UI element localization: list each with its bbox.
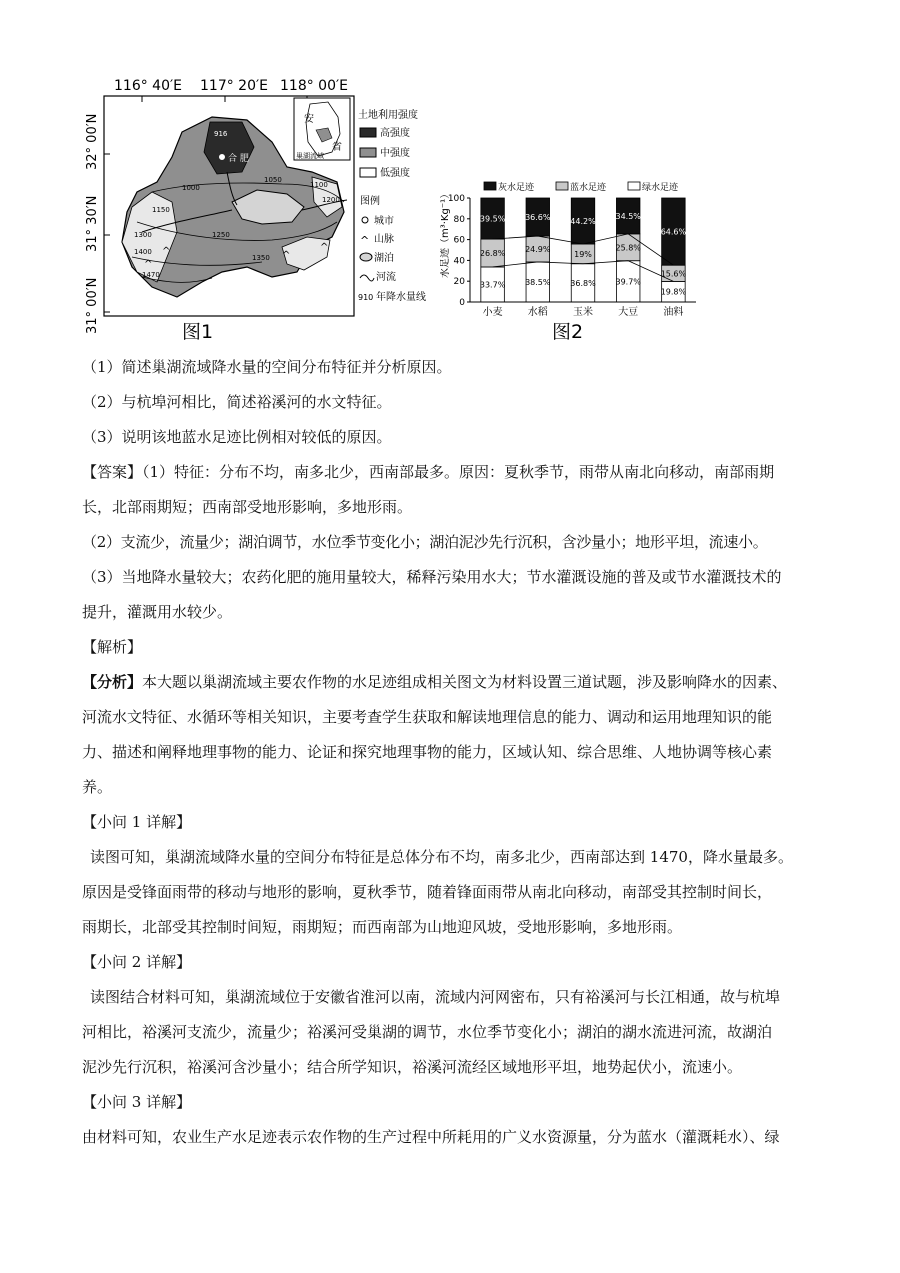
chart-y-axis — [448, 194, 470, 308]
lat-label: 32° 00′N — [85, 113, 100, 170]
data-label: 15.6% — [660, 269, 687, 279]
sub2-line-2: 河相比，裕溪河支流少，流量少；裕溪河受巢湖的调节，水位季节变化小；湖泊的湖水流进河流，故湖泊 — [82, 1023, 773, 1041]
lon-label: 117° 20′E — [200, 78, 269, 94]
lon-label: 118° 00′E — [280, 78, 349, 94]
analysis-heading: 【解析】 — [82, 638, 143, 656]
city-label: 合 肥 — [228, 154, 249, 164]
inset-label: 安 — [304, 114, 314, 125]
isohyet-value: 1200 — [322, 196, 340, 204]
data-label: 36.8% — [570, 278, 596, 288]
isohyet-value: 1400 — [134, 248, 152, 256]
fenxi-line-4: 养。 — [82, 778, 113, 796]
isohyet-value: 1150 — [152, 206, 170, 214]
data-label: 24.9% — [525, 245, 551, 255]
mountain-symbol: ^ — [282, 250, 291, 261]
fenxi-line-3: 力、描述和阐释地理事物的能力、论证和探究地理事物的能力，区域认知、综合思维、人地协调等核心素 — [82, 743, 773, 761]
question-3: （3）说明该地蓝水足迹比例相对较低的原因。 — [82, 428, 392, 446]
question-2: （2）与杭埠河相比，简述裕溪河的水文特征。 — [82, 393, 392, 411]
fenxi-text: 本大题以巢湖流域主要农作物的水足迹组成相关图文为材料设置三道试题，涉及影响降水的因素、 — [142, 673, 788, 691]
isohyet-value: 1350 — [252, 254, 270, 262]
sub1-line-3: 雨期长，北部受其控制时间短，雨期短；而西南部为山地迎风坡，受地形影响，多地形雨。 — [82, 918, 683, 936]
legend-label: 高强度 — [380, 128, 410, 139]
legend-lake-icon — [360, 253, 372, 261]
legend-label: 湖泊 — [374, 253, 394, 264]
sub2-line-3: 泥沙先行沉积，裕溪河含沙量小；结合所学知识，裕溪河流经区域地形平坦，地势起伏小，流速小。 — [82, 1058, 743, 1076]
legend-label: 低强度 — [380, 168, 410, 179]
legend-label: 蓝水足迹 — [570, 183, 607, 193]
sub1-line-2: 原因是受锋面雨带的移动与地形的影响，夏秋季节，随着锋面雨带从南北向移动，南部受其控制时间长， — [82, 883, 773, 901]
legend2-title: 图例 — [360, 196, 380, 207]
x-tick-label: 小麦 — [482, 307, 503, 318]
data-label: 39.5% — [479, 214, 506, 224]
legend-label: 绿水足迹 — [642, 183, 679, 193]
figure1-caption: 图1 — [182, 321, 214, 343]
chart-legend — [484, 181, 679, 193]
y-tick-label: 60 — [453, 235, 465, 246]
data-label: 44.2% — [570, 216, 596, 226]
inset-label: 巢湖流域 — [296, 152, 324, 160]
figure1-map — [82, 72, 442, 344]
legend-swatch — [556, 182, 568, 190]
isohyet-value: 1000 — [182, 184, 200, 192]
isohyet-value: 1100 — [310, 181, 328, 189]
fenxi-line-1 — [82, 665, 842, 700]
isohyet-value: 1470 — [142, 271, 160, 279]
data-label: 38.5% — [525, 277, 551, 287]
y-tick-label: 80 — [453, 214, 465, 225]
sub2-heading: 【小问 2 详解】 — [82, 953, 192, 971]
chart-bars — [480, 198, 687, 302]
fenxi-line-2: 河流水文特征、水循环等相关知识，主要考查学生获取和解读地理信息的能力、调动和运用地理知识的能 — [82, 708, 773, 726]
data-label: 26.8% — [479, 249, 506, 259]
y-tick-label: 20 — [453, 277, 465, 288]
chart-x-axis — [470, 302, 696, 318]
mountain-symbol: ^ — [162, 246, 171, 257]
legend-swatch-high — [360, 128, 376, 137]
figure2-caption: 图2 — [552, 321, 584, 342]
x-tick-label: 大豆 — [618, 307, 639, 318]
city-marker — [220, 155, 225, 160]
figure2-chart — [440, 170, 710, 342]
sub2-line-1: 读图结合材料可知，巢湖流域位于安徽省淮河以南，流域内河网密布，只有裕溪河与长江相通，故与杭埠 — [90, 988, 781, 1006]
legend-swatch-low — [360, 168, 376, 177]
question-1: （1）简述巢湖流域降水量的空间分布特征并分析原因。 — [82, 358, 452, 376]
y-tick-label: 100 — [447, 194, 465, 204]
x-tick-label: 水稻 — [527, 307, 548, 318]
answer-3-line-1: （3）当地降水量较大；农药化肥的施用量较大，稀释污染用水大；节水灌溉设施的普及或节水灌溉技术的 — [82, 568, 782, 586]
chart-y-label: 水足迹（m³·Kg⁻¹） — [440, 188, 451, 278]
data-label: 39.7% — [615, 277, 641, 287]
legend-swatch — [484, 182, 496, 190]
lon-label: 116° 40′E — [114, 78, 183, 94]
mountain-symbol: ^ — [320, 242, 329, 253]
sub1-heading: 【小问 1 详解】 — [82, 813, 192, 831]
answer-2: （2）支流少，流量少；湖泊调节，水位季节变化小；湖泊泥沙先行沉积，含沙量小；地形平坦，流速小。 — [82, 533, 768, 551]
text-body — [82, 350, 842, 1155]
lat-label: 31° 30′N — [85, 195, 100, 252]
legend-label: 城市 — [374, 216, 394, 227]
answer-1-line-1 — [82, 455, 842, 490]
legend-label: 河流 — [376, 272, 396, 283]
fenxi-label: 【分析】 — [82, 673, 143, 691]
inset-label: 省 — [332, 142, 342, 153]
legend-label: 山脉 — [374, 234, 394, 245]
x-tick-label: 油料 — [663, 307, 684, 318]
data-label: 19% — [574, 249, 592, 259]
mountain-symbol: ^ — [144, 259, 153, 270]
legend-swatch — [628, 182, 640, 190]
data-label: 19.8% — [660, 287, 687, 297]
legend-label: 灰水足迹 — [498, 183, 535, 193]
lat-label: 31° 00′N — [85, 277, 100, 334]
legend-swatch-medium — [360, 148, 376, 157]
legend-isohyet-value: 910 — [358, 293, 374, 302]
y-tick-label: 0 — [459, 298, 465, 308]
isohyet-value: 1300 — [134, 231, 152, 239]
answer-3-line-2: 提升，灌溉用水较少。 — [82, 603, 233, 621]
data-label: 34.5% — [615, 211, 641, 221]
sub3-line-1: 由材料可知，农业生产水足迹表示农作物的生产过程中所耗用的广义水资源量，分为蓝水（灌溉耗水）、绿 — [82, 1128, 780, 1146]
legend-mountain-icon: ^ — [360, 234, 370, 247]
data-label: 33.7% — [479, 280, 506, 290]
answer-label: 【答案】 — [82, 463, 143, 481]
legend-city-icon — [362, 217, 368, 223]
isohyet-value: 916 — [214, 130, 228, 138]
y-tick-label: 40 — [453, 256, 465, 267]
data-label: 64.6% — [660, 227, 687, 237]
data-label: 36.6% — [525, 213, 551, 223]
isohyet-value: 1050 — [264, 176, 282, 184]
answer-1-line-2: 长，北部雨期短；西南部受地形影响，多地形雨。 — [82, 498, 413, 516]
isohyet-value: 1250 — [212, 231, 230, 239]
answer-1-text: （1）特征：分布不均，南多北少，西南部最多。原因：夏秋季节，雨带从南北向移动，南部雨期 — [142, 463, 775, 481]
data-label: 25.8% — [615, 243, 641, 253]
x-tick-label: 玉米 — [573, 307, 593, 318]
legend-label: 中强度 — [380, 148, 410, 159]
sub1-line-1: 读图可知，巢湖流域降水量的空间分布特征是总体分布不均，南多北少，西南部达到 1470，降水量最多。 — [90, 848, 793, 866]
legend-river-icon — [360, 275, 374, 281]
legend-title: 土地利用强度 — [358, 110, 418, 121]
legend-label: 年降水量线 — [376, 292, 426, 303]
sub3-heading: 【小问 3 详解】 — [82, 1093, 192, 1111]
